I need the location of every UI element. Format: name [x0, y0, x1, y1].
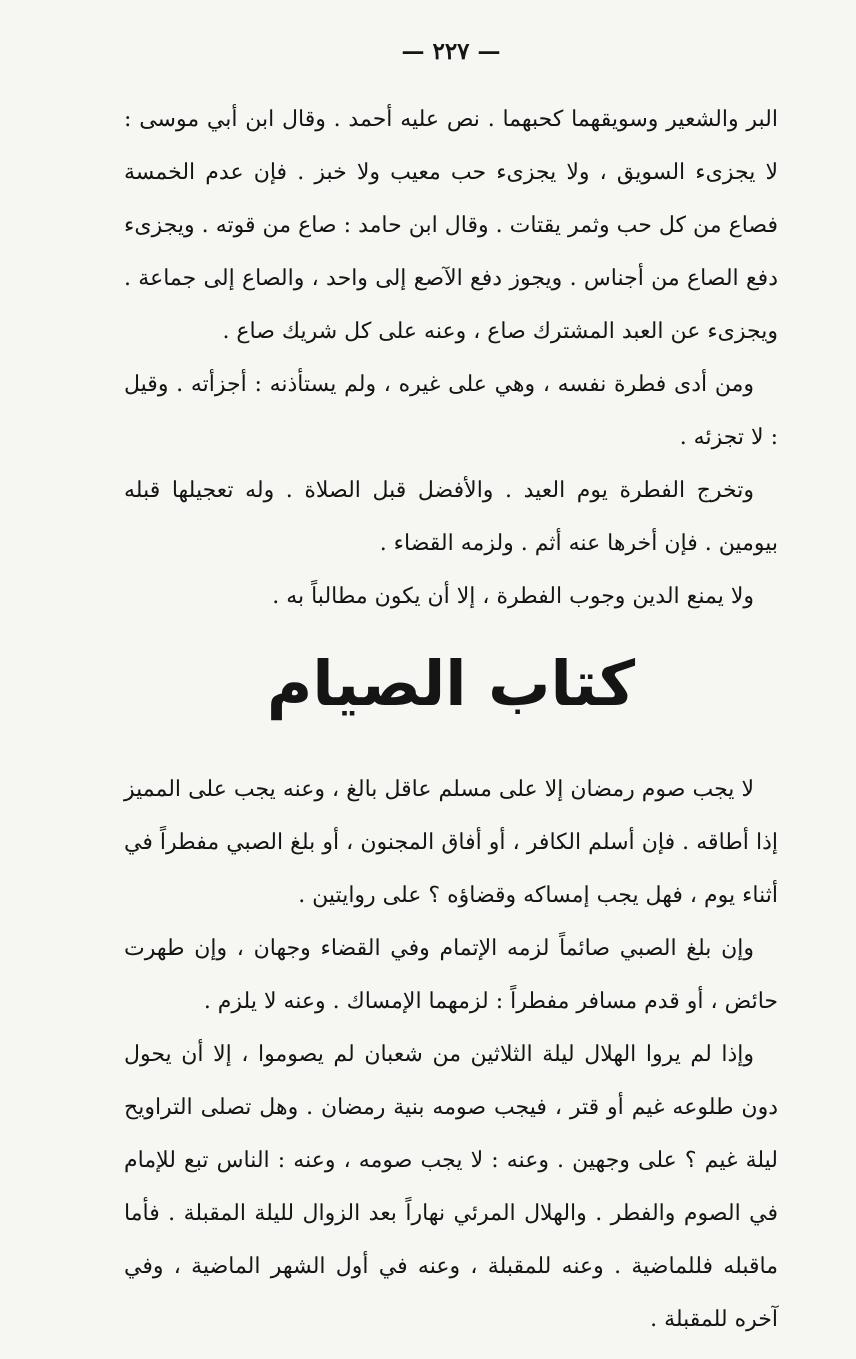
page-number: — ٢٢٧ — — [401, 38, 501, 65]
paragraph: ولا يمنع الدين وجوب الفطرة ، إلا أن يكون مطالباً به . — [272, 584, 754, 609]
paragraph: لا يجب صوم رمضان إلا على مسلم عاقل بالغ ، وعنه يجب على المميز إذا أطاقه . فإن أسلم الكافر ، أو أفاق المجنون ، أو بلغ الصبي مفطراً في أثناء يوم ، فهل يجب إمساكه وقضاؤه ؟ على روايتين . — [124, 777, 778, 908]
paragraph: ومن أدى فطرة نفسه ، وهي على غيره ، ولم يستأذنه : أجزأته . وقيل : لا تجزئه . — [124, 372, 778, 450]
bottom-text-block — [124, 763, 778, 1346]
paragraph: وإذا لم يروا الهلال ليلة الثلاثين من شعبان لم يصوموا ، إلا أن يحول دون طلوعه غيم أو قتر ، فيجب صومه بنية رمضان . وهل تصلى التراويح ليلة غيم ؟ على وجهين . وعنه : لا يجب صومه ، وعنه : الناس تبع للإمام في الصوم والفطر . والهلال المرئي نهاراً بعد الزوال لليلة المقبلة . فأما ماقبله فللماضية . وعنه للمقبلة ، وعنه في أول الشهر الماضية ، وفي آخره للمقبلة . — [124, 1042, 778, 1332]
section-title: كتاب الصيام — [266, 647, 636, 720]
top-text-block — [124, 93, 778, 623]
paragraph: وإن بلغ الصبي صائماً لزمه الإتمام وفي القضاء وجهان ، وإن طهرت حائض ، أو قدم مسافر مفطراً : لزمهما الإمساك . وعنه لا يلزم . — [124, 936, 778, 1014]
paragraph: وتخرج الفطرة يوم العيد . والأفضل قبل الصلاة . وله تعجيلها قبله بيومين . فإن أخرها عنه أثم . ولزمه القضاء . — [124, 478, 778, 556]
paragraph: البر والشعير وسويقهما كحبهما . نص عليه أحمد . وقال ابن أبي موسى : لا يجزىء السويق ، ولا يجزىء حب معيب ولا خبز . فإن عدم الخمسة فصاع من كل حب وثمر يقتات . وقال ابن حامد : صاع من قوته . ويجزىء دفع الصاع من أجناس . ويجوز دفع الآصع إلى واحد ، والصاع إلى جماعة . ويجزىء عن العبد المشترك صاع ، وعنه على كل شريك صاع . — [124, 107, 778, 344]
